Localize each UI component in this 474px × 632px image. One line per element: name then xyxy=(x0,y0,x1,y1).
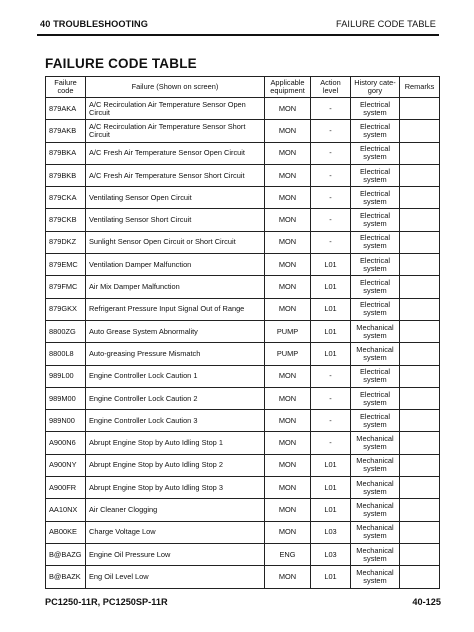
table-row xyxy=(46,209,440,231)
failure-code: A900FR xyxy=(46,477,86,499)
failure-description: A/C Recirculation Air Temperature Sensor Open Circuit xyxy=(86,98,265,120)
history-category: Electrical system xyxy=(351,387,400,409)
action-level: - xyxy=(311,365,351,387)
failure-description: Auto Grease System Abnormality xyxy=(86,320,265,342)
table-row xyxy=(46,120,440,142)
history-category: Electrical system xyxy=(351,410,400,432)
history-category: Electrical system xyxy=(351,98,400,120)
action-level: L01 xyxy=(311,499,351,521)
table-row xyxy=(46,231,440,253)
failure-description: A/C Fresh Air Temperature Sensor Short Circuit xyxy=(86,164,265,186)
failure-description: Abrupt Engine Stop by Auto Idling Stop 2 xyxy=(86,454,265,476)
remarks xyxy=(400,343,440,365)
table-row xyxy=(46,187,440,209)
failure-code: AA10NX xyxy=(46,499,86,521)
history-category: Electrical system xyxy=(351,254,400,276)
remarks xyxy=(400,120,440,142)
applicable-equipment: MON xyxy=(265,254,311,276)
applicable-equipment: PUMP xyxy=(265,343,311,365)
remarks xyxy=(400,566,440,588)
failure-description: Engine Controller Lock Caution 2 xyxy=(86,387,265,409)
failure-description: Ventilating Sensor Short Circuit xyxy=(86,209,265,231)
history-category: Electrical system xyxy=(351,209,400,231)
failure-description: A/C Recirculation Air Temperature Sensor Short Circuit xyxy=(86,120,265,142)
applicable-equipment: MON xyxy=(265,142,311,164)
remarks xyxy=(400,410,440,432)
history-category: Electrical system xyxy=(351,276,400,298)
failure-description: Engine Controller Lock Caution 1 xyxy=(86,365,265,387)
applicable-equipment: MON xyxy=(265,566,311,588)
remarks xyxy=(400,276,440,298)
table-row xyxy=(46,298,440,320)
remarks xyxy=(400,365,440,387)
table-row xyxy=(46,164,440,186)
failure-description: A/C Fresh Air Temperature Sensor Open Circuit xyxy=(86,142,265,164)
action-level: L01 xyxy=(311,298,351,320)
action-level: - xyxy=(311,231,351,253)
history-category: Mechanical system xyxy=(351,521,400,543)
remarks xyxy=(400,499,440,521)
table-row xyxy=(46,477,440,499)
remarks xyxy=(400,209,440,231)
history-category: Mechanical system xyxy=(351,543,400,565)
action-level: L01 xyxy=(311,477,351,499)
applicable-equipment: MON xyxy=(265,209,311,231)
action-level: L01 xyxy=(311,454,351,476)
failure-code: AB00KE xyxy=(46,521,86,543)
action-level: L01 xyxy=(311,276,351,298)
action-level: - xyxy=(311,98,351,120)
applicable-equipment: MON xyxy=(265,298,311,320)
action-level: L01 xyxy=(311,320,351,342)
model-name: PC1250-11R, PC1250SP-11R xyxy=(45,597,168,607)
table-row xyxy=(46,499,440,521)
remarks xyxy=(400,164,440,186)
applicable-equipment: MON xyxy=(265,499,311,521)
history-category: Mechanical system xyxy=(351,454,400,476)
action-level: - xyxy=(311,142,351,164)
history-category: Electrical system xyxy=(351,120,400,142)
table-row xyxy=(46,454,440,476)
action-level: - xyxy=(311,410,351,432)
remarks xyxy=(400,432,440,454)
history-category: Electrical system xyxy=(351,298,400,320)
failure-code: 989M00 xyxy=(46,387,86,409)
remarks xyxy=(400,98,440,120)
failure-code: 879DKZ xyxy=(46,231,86,253)
remarks xyxy=(400,298,440,320)
action-level: L01 xyxy=(311,566,351,588)
applicable-equipment: MON xyxy=(265,187,311,209)
column-header-level: Action level xyxy=(311,77,351,98)
failure-description: Auto-greasing Pressure Mismatch xyxy=(86,343,265,365)
failure-description: Air Cleaner Clogging xyxy=(86,499,265,521)
applicable-equipment: MON xyxy=(265,98,311,120)
remarks xyxy=(400,521,440,543)
table-row xyxy=(46,343,440,365)
remarks xyxy=(400,454,440,476)
history-category: Electrical system xyxy=(351,142,400,164)
failure-code: 989N00 xyxy=(46,410,86,432)
action-level: - xyxy=(311,120,351,142)
table-row xyxy=(46,387,440,409)
history-category: Mechanical system xyxy=(351,499,400,521)
action-level: - xyxy=(311,187,351,209)
failure-description: Air Mix Damper Malfunction xyxy=(86,276,265,298)
action-level: L03 xyxy=(311,521,351,543)
remarks xyxy=(400,543,440,565)
action-level: L01 xyxy=(311,343,351,365)
history-category: Mechanical system xyxy=(351,432,400,454)
failure-code: A900NY xyxy=(46,454,86,476)
failure-code: 879AKB xyxy=(46,120,86,142)
page-footer xyxy=(45,597,441,611)
page-title: FAILURE CODE TABLE xyxy=(45,56,197,71)
remarks xyxy=(400,387,440,409)
table-row xyxy=(46,521,440,543)
table-row xyxy=(46,566,440,588)
column-header-equipment: Applicable equipment xyxy=(265,77,311,98)
column-header-history: History cate-gory xyxy=(351,77,400,98)
table-row xyxy=(46,432,440,454)
history-category: Mechanical system xyxy=(351,320,400,342)
applicable-equipment: MON xyxy=(265,164,311,186)
page-number: 40-125 xyxy=(412,597,441,607)
failure-code: 879CKB xyxy=(46,209,86,231)
table-row xyxy=(46,142,440,164)
failure-description: Abrupt Engine Stop by Auto Idling Stop 3 xyxy=(86,477,265,499)
history-category: Mechanical system xyxy=(351,477,400,499)
applicable-equipment: MON xyxy=(265,365,311,387)
failure-description: Charge Voltage Low xyxy=(86,521,265,543)
applicable-equipment: PUMP xyxy=(265,320,311,342)
header-topic: FAILURE CODE TABLE xyxy=(336,19,436,29)
applicable-equipment: MON xyxy=(265,477,311,499)
section-title: 40 TROUBLESHOOTING xyxy=(40,19,148,29)
action-level: - xyxy=(311,387,351,409)
remarks xyxy=(400,254,440,276)
column-header-failure: Failure (Shown on screen) xyxy=(86,77,265,98)
header-rule xyxy=(37,34,439,36)
history-category: Mechanical system xyxy=(351,343,400,365)
action-level: L01 xyxy=(311,254,351,276)
applicable-equipment: MON xyxy=(265,231,311,253)
history-category: Electrical system xyxy=(351,164,400,186)
column-header-code: Failure code xyxy=(46,77,86,98)
table-row xyxy=(46,410,440,432)
failure-description: Abrupt Engine Stop by Auto Idling Stop 1 xyxy=(86,432,265,454)
action-level: - xyxy=(311,209,351,231)
remarks xyxy=(400,142,440,164)
remarks xyxy=(400,187,440,209)
failure-description: Ventilating Sensor Open Circuit xyxy=(86,187,265,209)
failure-code-table xyxy=(45,76,440,589)
failure-code: 879BKA xyxy=(46,142,86,164)
remarks xyxy=(400,320,440,342)
failure-code: 879BKB xyxy=(46,164,86,186)
failure-code: B@BAZK xyxy=(46,566,86,588)
applicable-equipment: MON xyxy=(265,432,311,454)
history-category: Electrical system xyxy=(351,365,400,387)
remarks xyxy=(400,477,440,499)
applicable-equipment: MON xyxy=(265,387,311,409)
action-level: - xyxy=(311,164,351,186)
history-category: Electrical system xyxy=(351,187,400,209)
history-category: Mechanical system xyxy=(351,566,400,588)
failure-code: 879AKA xyxy=(46,98,86,120)
applicable-equipment: MON xyxy=(265,521,311,543)
failure-code: 879GKX xyxy=(46,298,86,320)
table-row xyxy=(46,365,440,387)
failure-description: Sunlight Sensor Open Circuit or Short Circuit xyxy=(86,231,265,253)
column-header-remarks: Remarks xyxy=(400,77,440,98)
page-header xyxy=(37,19,439,33)
failure-code: 879CKA xyxy=(46,187,86,209)
failure-description: Refrigerant Pressure Input Signal Out of Range xyxy=(86,298,265,320)
table-row xyxy=(46,254,440,276)
applicable-equipment: MON xyxy=(265,276,311,298)
failure-code: 879EMC xyxy=(46,254,86,276)
failure-description: Eng Oil Level Low xyxy=(86,566,265,588)
failure-code: 8800ZG xyxy=(46,320,86,342)
table-row xyxy=(46,543,440,565)
failure-code: B@BAZG xyxy=(46,543,86,565)
table-row xyxy=(46,98,440,120)
failure-code: 879FMC xyxy=(46,276,86,298)
failure-code: A900N6 xyxy=(46,432,86,454)
action-level: - xyxy=(311,432,351,454)
table-row xyxy=(46,276,440,298)
applicable-equipment: MON xyxy=(265,120,311,142)
failure-code: 989L00 xyxy=(46,365,86,387)
history-category: Electrical system xyxy=(351,231,400,253)
failure-description: Engine Controller Lock Caution 3 xyxy=(86,410,265,432)
applicable-equipment: MON xyxy=(265,410,311,432)
table-header-row xyxy=(46,77,440,98)
action-level: L03 xyxy=(311,543,351,565)
failure-code: 8800L8 xyxy=(46,343,86,365)
table-row xyxy=(46,320,440,342)
applicable-equipment: MON xyxy=(265,454,311,476)
remarks xyxy=(400,231,440,253)
failure-description: Engine Oil Pressure Low xyxy=(86,543,265,565)
applicable-equipment: ENG xyxy=(265,543,311,565)
failure-description: Ventilation Damper Malfunction xyxy=(86,254,265,276)
